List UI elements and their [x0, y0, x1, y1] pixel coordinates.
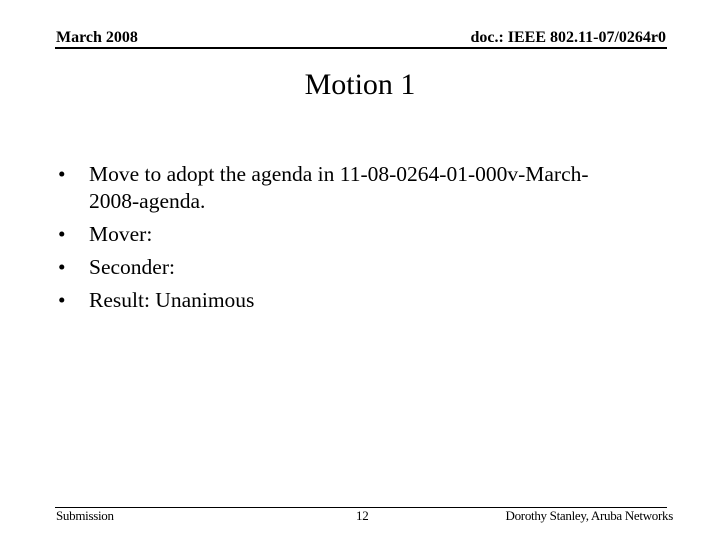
bullet-text: Result: Unanimous: [89, 288, 255, 312]
footer-submission: Submission: [56, 508, 114, 523]
footer-page-number: 12: [356, 508, 369, 523]
header-divider: [55, 47, 667, 49]
footer-author: Dorothy Stanley, Aruba Networks: [505, 508, 673, 523]
bullet-list: [56, 161, 636, 320]
bullet-text: Seconder:: [89, 255, 175, 279]
bullet-text: Mover:: [89, 222, 153, 246]
bullet-item-seconder: [56, 254, 636, 281]
bullet-item-mover: [56, 221, 636, 248]
slide-title: Motion 1: [304, 68, 416, 101]
bullet-dot-icon: •: [58, 288, 66, 312]
bullet-dot-icon: •: [58, 255, 66, 279]
bullet-item-result: [56, 287, 636, 314]
header-doc-id: doc.: IEEE 802.11-07/0264r0: [470, 29, 666, 46]
bullet-item-agenda: [56, 161, 636, 215]
bullet-text: Move to adopt the agenda in 11-08-0264-01-000v-March-2008-agenda.: [89, 162, 589, 213]
bullet-dot-icon: •: [58, 222, 66, 246]
bullet-dot-icon: •: [58, 162, 66, 186]
header-date: March 2008: [56, 29, 138, 46]
